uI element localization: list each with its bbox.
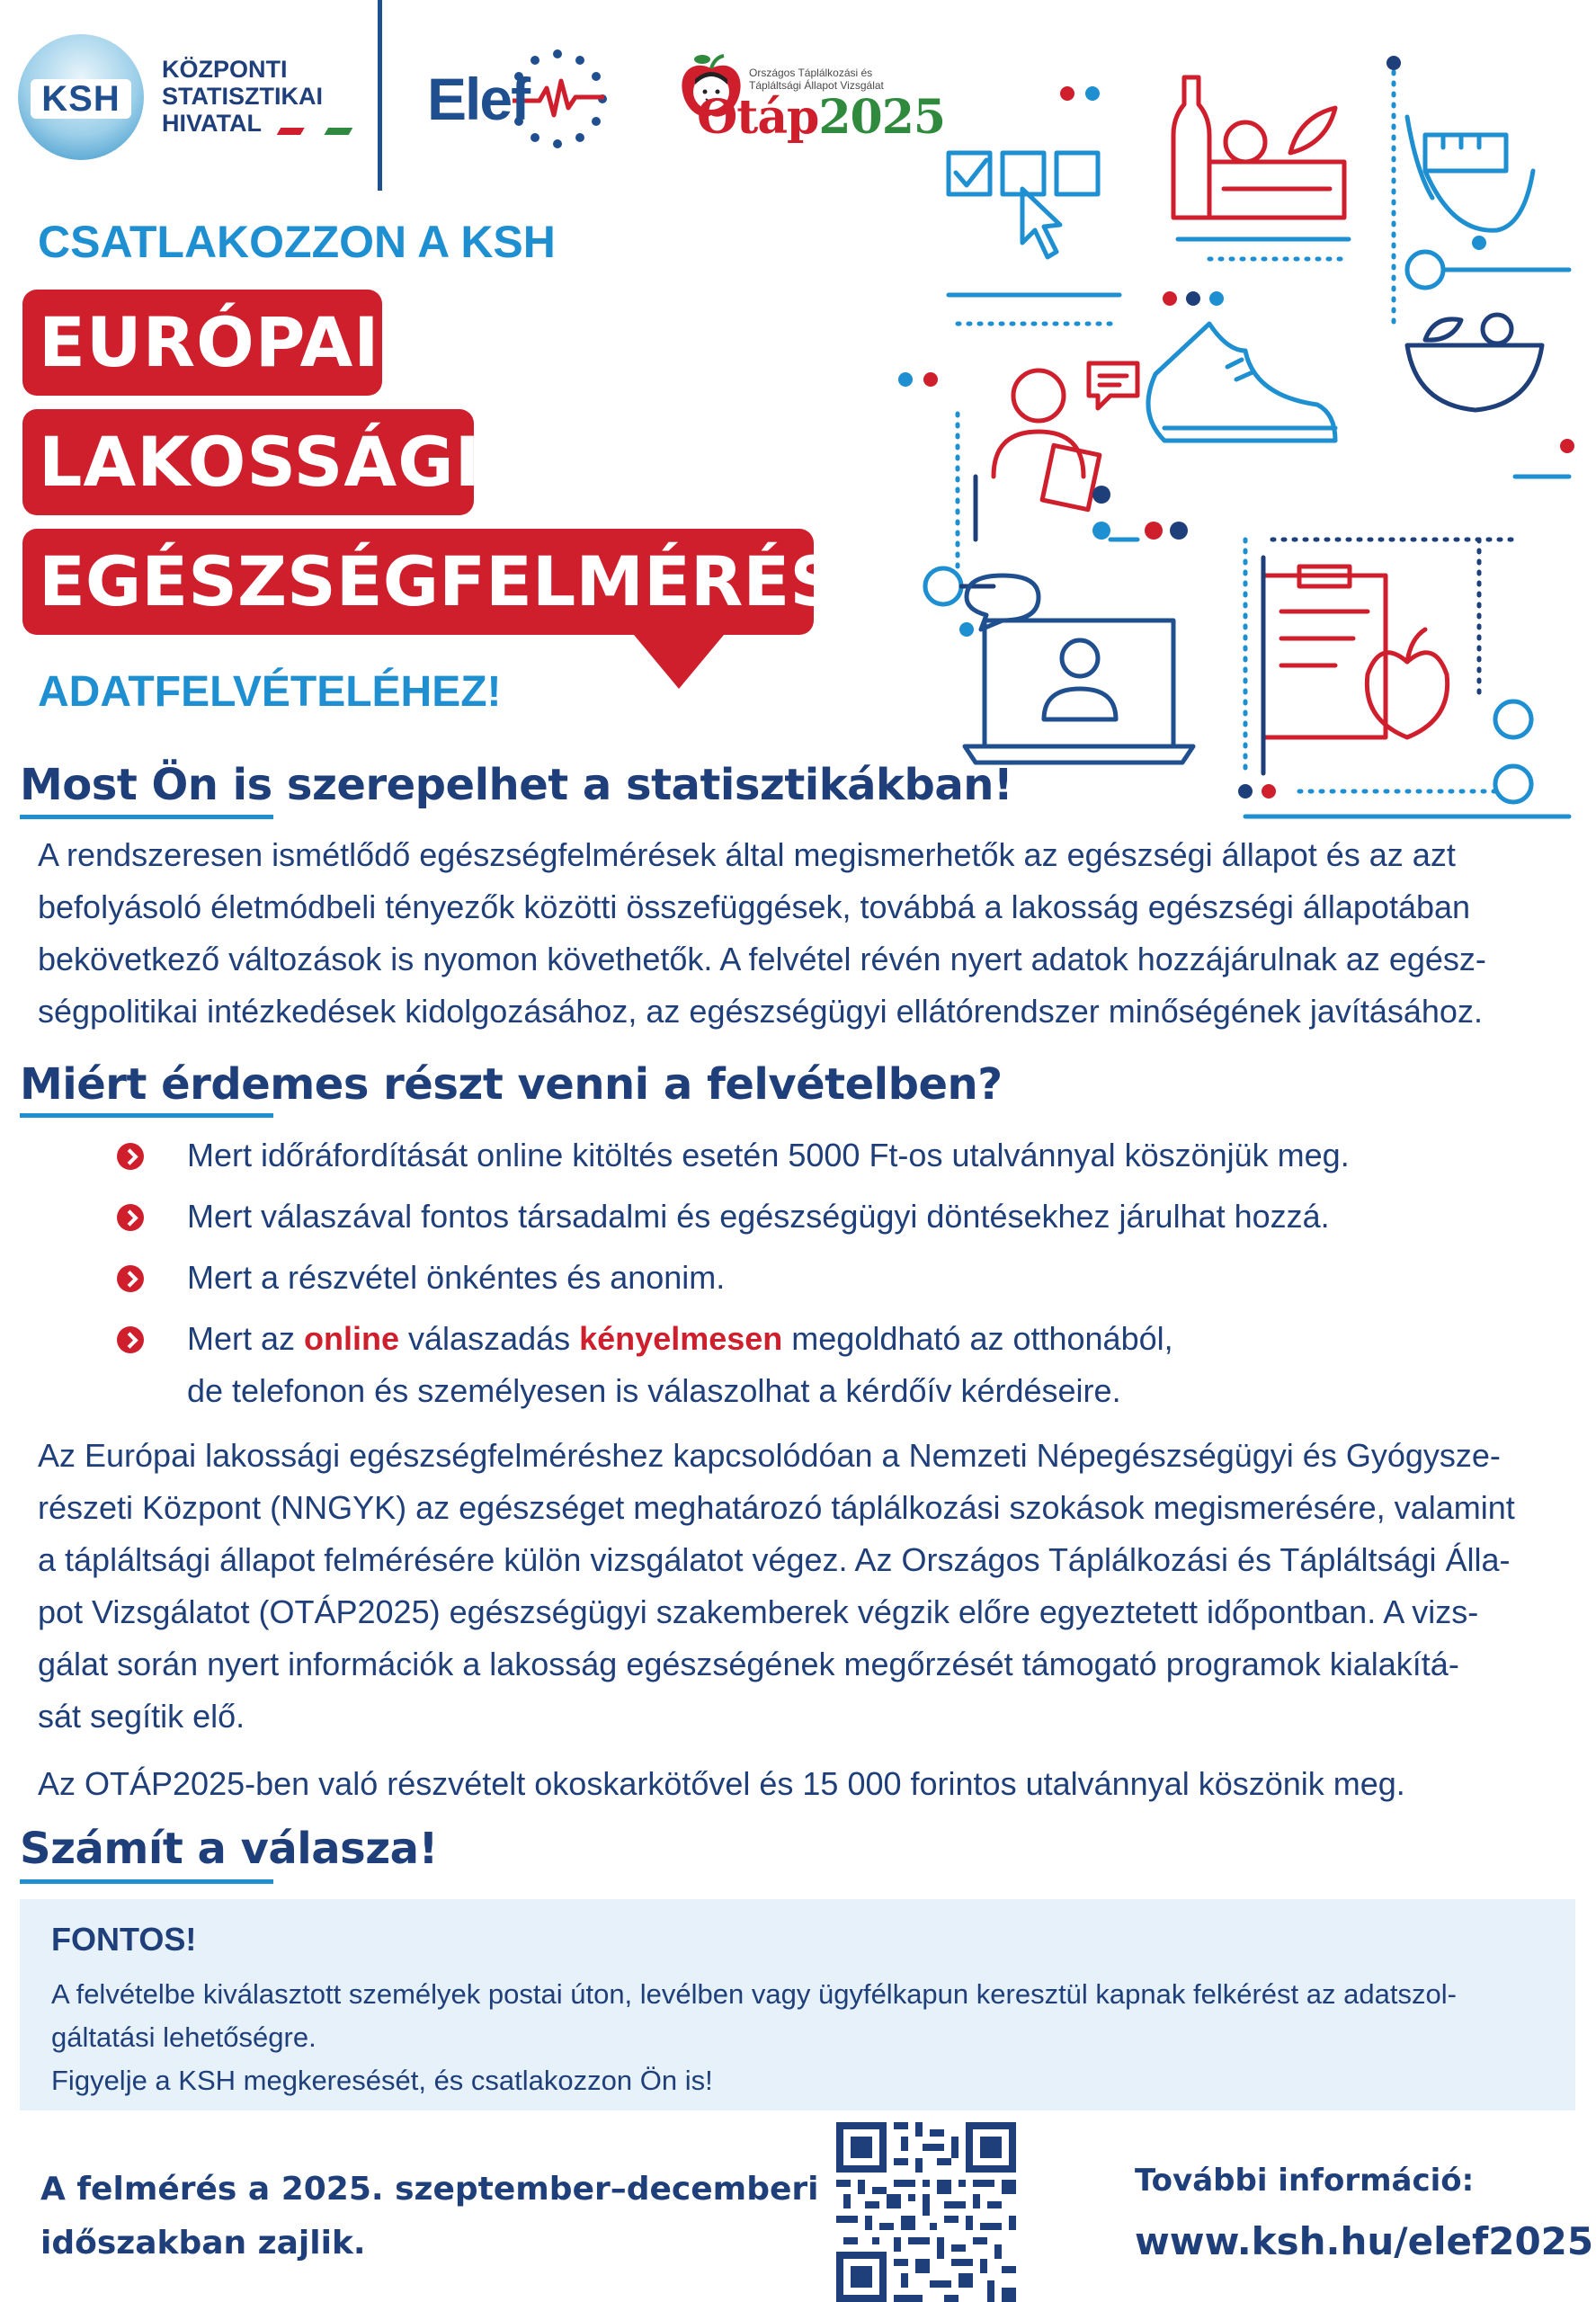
list-item-text [187, 1313, 1556, 1365]
heading-underline [20, 815, 273, 819]
person-chat-icon [994, 363, 1137, 510]
heading-underline [20, 1113, 273, 1118]
bullet-chevron-icon [117, 1143, 144, 1170]
notice-line: Figyelje a KSH megkeresését, és csatlakozzon Ön is! [51, 2065, 713, 2096]
paragraph-line: Az Európai lakossági egészségfelméréshez kapcsolódóan a Nemzeti Népegészségügyi és Gyógysze- [38, 1437, 1501, 1474]
list-item [117, 1252, 1556, 1304]
important-notice-box [20, 1899, 1575, 2110]
list-item-text: Mert időráfordítását online kitöltés esetén 5000 Ft-os utalvánnyal köszönjük meg. [187, 1137, 1350, 1173]
paragraph-line: sát segítik elő. [38, 1698, 245, 1735]
intro-paragraph [38, 829, 1566, 1038]
bullet-chevron-icon [117, 1265, 144, 1292]
logo-divider [378, 0, 382, 191]
paragraph-line: ségpolitikai intézkedések kidolgozásához, az egészségügyi ellátórendszer minőségének javításához. [38, 993, 1483, 1030]
section-heading-statistics: Most Ön is szerepelhet a statisztikákban! [20, 760, 1013, 810]
elef-wordmark: Elef [427, 66, 530, 132]
join-line: CSATLAKOZZON A KSH [38, 217, 556, 267]
more-info-label: További információ: [1135, 2163, 1475, 2199]
title-line-1: EURÓPAI [22, 290, 382, 396]
paragraph-line: befolyásoló életmódbeli tényezők közötti összefüggések, továbbá a lakosság egészségi állapotában [38, 888, 1471, 925]
list-item [117, 1129, 1556, 1182]
text-fragment: Mert az [187, 1320, 305, 1357]
title-line-3: EGÉSZSÉGFELMÉRÉS [22, 529, 814, 635]
reward-paragraph [38, 1758, 1566, 1810]
survey-period [40, 2163, 818, 2271]
grocery-crate-icon [1173, 77, 1344, 218]
otap-subtitle-line: Tápláltsági Állapot Vizsgálat [749, 79, 884, 92]
otap-subtitle-line: Országos Táplálkozási és [749, 67, 873, 79]
salad-bowl-icon [1407, 315, 1542, 410]
title-line-2: LAKOSSÁGI [22, 409, 474, 515]
heading-underline [20, 1879, 273, 1884]
paragraph-line: gálat során nyert információk a lakosság egészségének megőrzését támogató programok kialakítá- [38, 1646, 1459, 1682]
ksh-logo [18, 34, 342, 160]
paragraph-line: Az OTÁP2025-ben való részvételt okoskarkötővel és 15 000 forintos utalvánnyal köszönik meg. [38, 1765, 1405, 1802]
otap-word: Otáp [697, 90, 819, 145]
health-illustration [868, 54, 1578, 827]
more-info-link[interactable]: www.ksh.hu/elef2025 [1135, 2219, 1594, 2263]
speech-bubble-tail [629, 629, 728, 689]
measuring-tape-icon [1407, 117, 1533, 230]
ksh-name-line: KÖZPONTI [162, 56, 288, 83]
paragraph-line: bekövetkező változások is nyomon követhetők. A felvétel révén nyert adatok hozzájárulnak az egész- [38, 941, 1486, 977]
list-item [117, 1313, 1556, 1417]
section-heading-why: Miért érdemes részt venni a felvételben? [20, 1059, 1003, 1110]
important-notice-text [51, 1973, 1562, 2102]
otap-paragraph [38, 1430, 1566, 1743]
list-item-text: Mert a részvétel önkéntes és anonim. [187, 1259, 726, 1296]
paragraph-line: pot Vizsgálatot (OTÁP2025) egészségügyi szakemberek végzik előre egyeztetett időpontban. A vizs- [38, 1593, 1479, 1630]
notice-line: gáltatási lehetőségre. [51, 2021, 317, 2053]
notice-line: A felvételbe kiválasztott személyek postai úton, levélben vagy ügyfélkapun keresztül kapnak felkérést az adatszol- [51, 1978, 1457, 2010]
bullet-chevron-icon [117, 1204, 144, 1231]
emphasis-online: online [304, 1320, 400, 1357]
survey-period-line: A felmérés a 2025. szeptember–decemberi [40, 2171, 819, 2208]
otap-year: 2025 [818, 90, 946, 145]
emphasis-comfortably: kényelmesen [579, 1320, 783, 1357]
ksh-name-line: STATISZTIKAI [162, 83, 323, 110]
ksh-name-line: HIVATAL [162, 110, 262, 137]
ksh-name [162, 56, 342, 137]
checkbox-cursor-icon [949, 153, 1098, 257]
survey-period-line: időszakban zajlik. [40, 2225, 366, 2262]
elef-logo [423, 45, 629, 153]
ksh-badge-icon [18, 34, 144, 160]
clipboard-apple-icon [1263, 567, 1448, 737]
video-call-icon [965, 576, 1193, 763]
reasons-list [117, 1129, 1556, 1417]
section-heading-counts: Számít a válasza! [20, 1824, 438, 1874]
paragraph-line: a tápláltsági állapot felmérésére külön vizsgálatot végez. Az Országos Táplálkozási és Tápláltsági Álla- [38, 1541, 1511, 1578]
text-fragment: megoldható az otthonából, [782, 1320, 1173, 1357]
list-item [117, 1191, 1556, 1243]
sneaker-icon [1148, 324, 1335, 441]
paragraph-line: részeti Központ (NNGYK) az egészséget meghatározó táplálkozási szokások megismerésére, valamint [38, 1489, 1515, 1526]
title-subline: ADATFELVÉTELÉHEZ! [38, 668, 502, 716]
important-notice-title: FONTOS! [51, 1921, 197, 1958]
list-item-text: Mert válaszával fontos társadalmi és egészségügyi döntésekhez járulhat hozzá. [187, 1198, 1330, 1235]
qr-code-icon[interactable] [836, 2122, 1016, 2302]
hungarian-flag-stripe [277, 128, 353, 135]
list-item-text: de telefonon és személyesen is válaszolhat a kérdőív kérdéseire. [187, 1372, 1121, 1409]
bullet-chevron-icon [117, 1326, 144, 1353]
text-fragment: válaszadás [399, 1320, 580, 1357]
paragraph-line: A rendszeresen ismétlődő egészségfelmérések által megismerhetők az egészségi állapot és az azt [38, 836, 1456, 873]
ksh-badge-label: KSH [41, 79, 120, 119]
